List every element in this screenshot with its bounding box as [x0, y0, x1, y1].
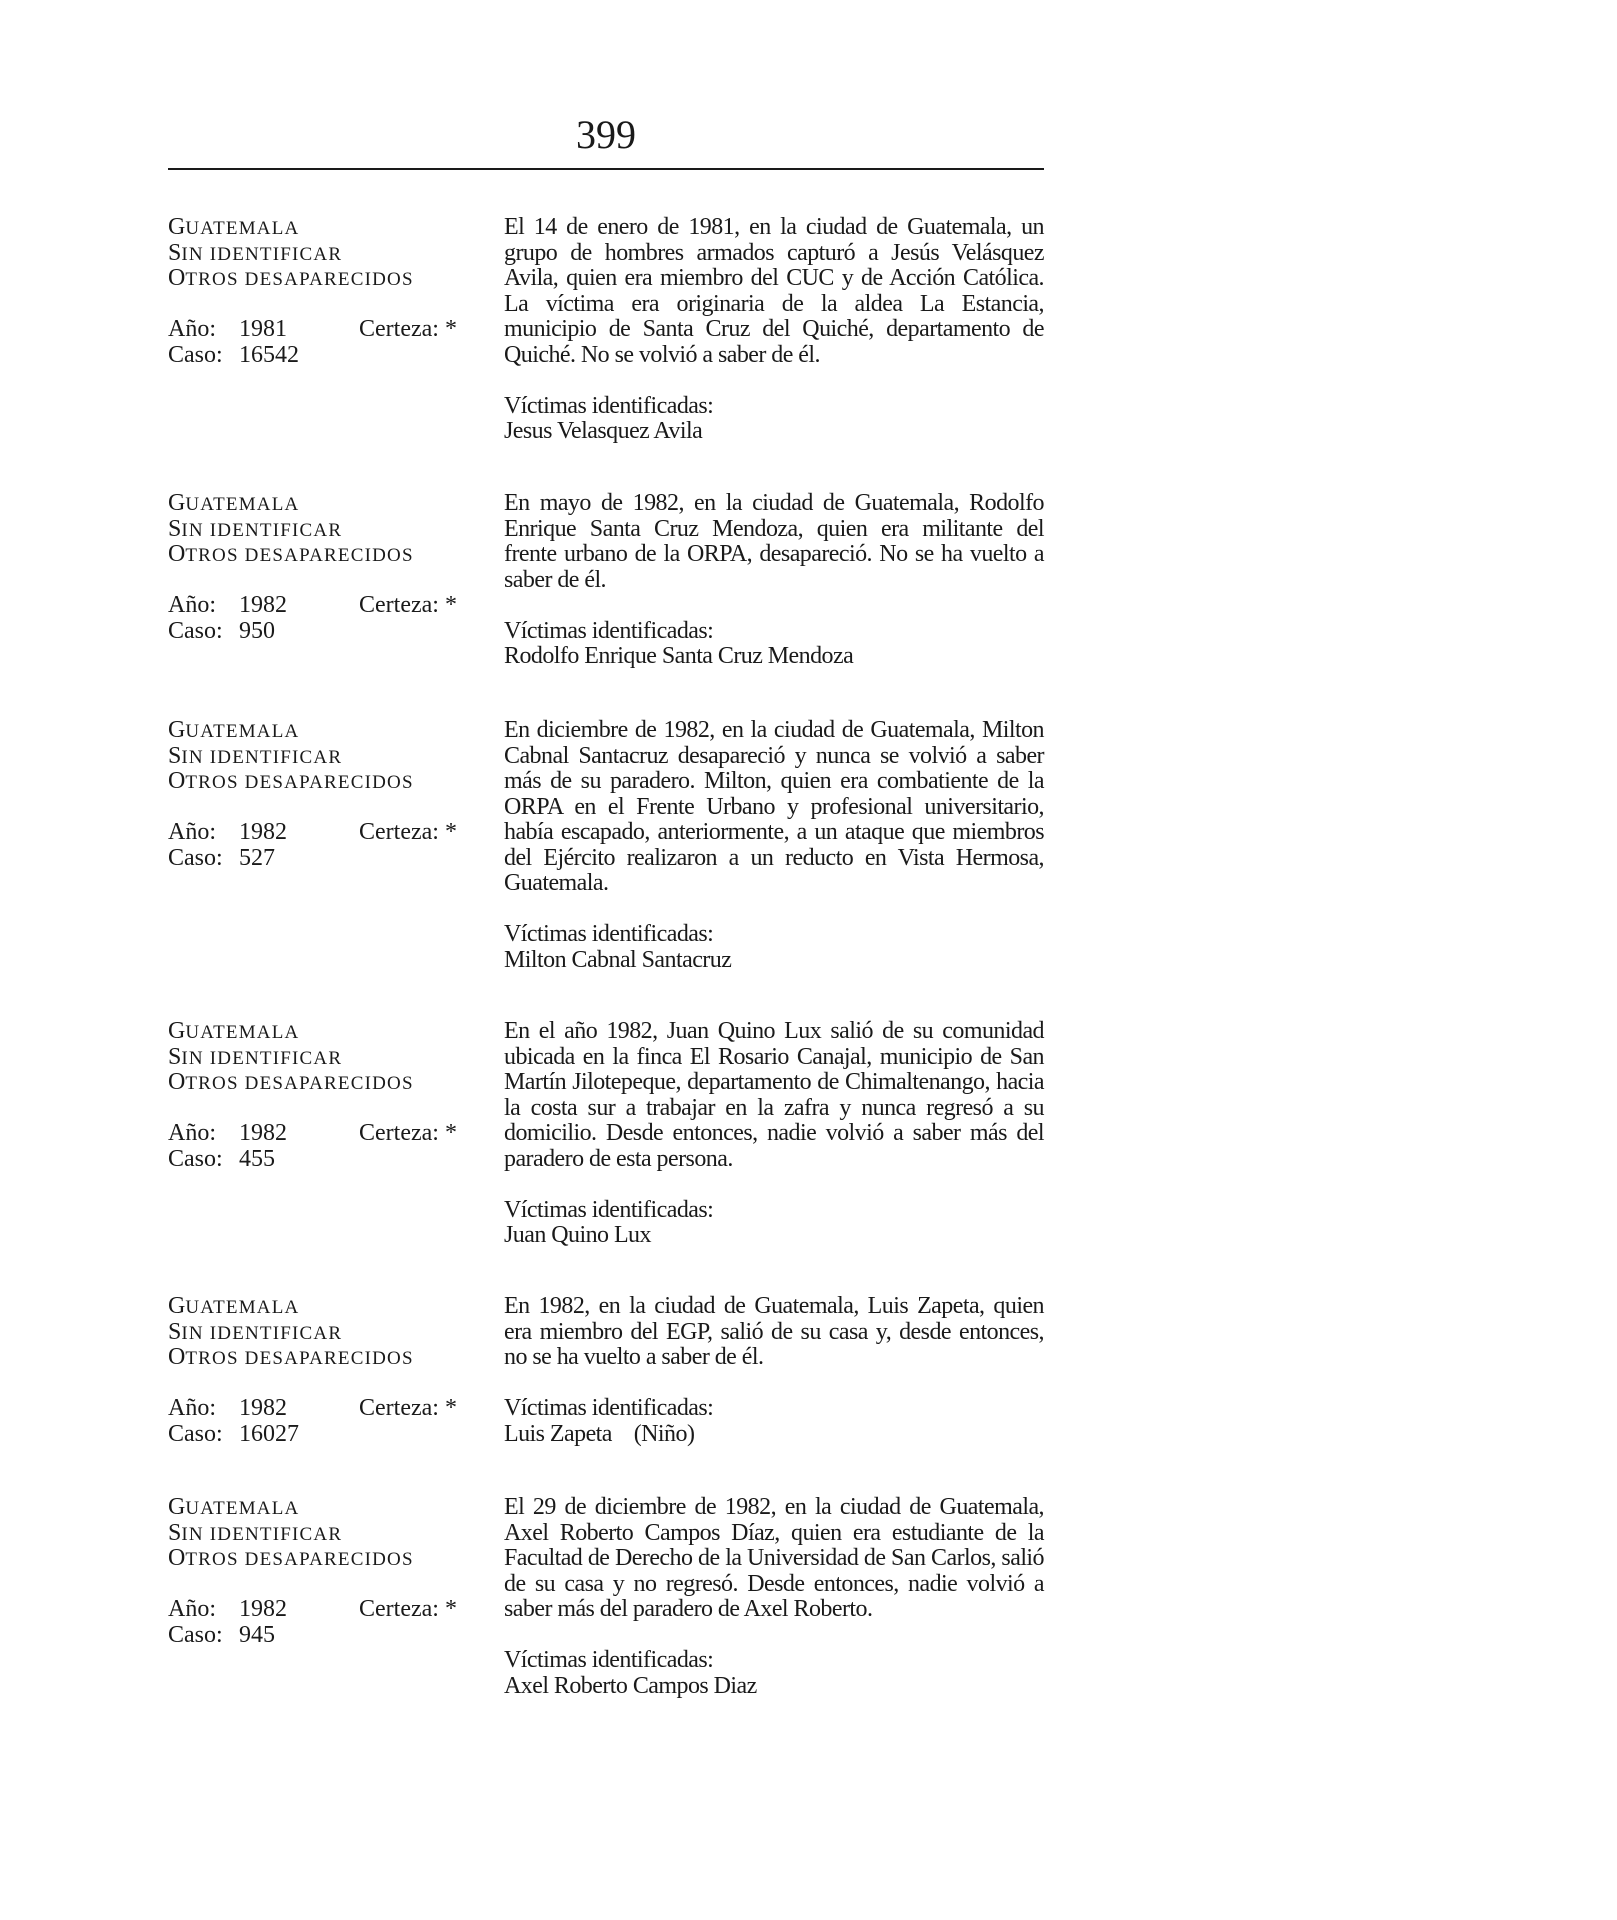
- municipality: [168, 241, 488, 267]
- certainty-label: Certeza:: [359, 1120, 439, 1146]
- case-body: [504, 1294, 1044, 1447]
- year-value: 1982: [239, 1395, 287, 1421]
- victims-heading: Víctimas identificadas:: [504, 617, 714, 644]
- victims-names: Jesus Velasquez Avila: [504, 418, 703, 444]
- municipality-initial: S: [168, 515, 182, 542]
- year-value: 1982: [239, 1596, 287, 1622]
- municipality: [168, 1045, 488, 1071]
- case-body: [504, 1495, 1044, 1699]
- year-row: [168, 593, 488, 619]
- case-body: [504, 1019, 1044, 1249]
- victims-block: [504, 619, 1044, 670]
- certainty-value: *: [444, 1596, 457, 1622]
- violation-type: [168, 1070, 488, 1096]
- victims-heading: Víctimas identificadas:: [504, 921, 714, 947]
- municipality-initial: S: [168, 742, 182, 769]
- year-row: [168, 317, 488, 343]
- victims-heading: Víctimas identificadas:: [504, 1647, 714, 1673]
- year-label: Año:: [168, 1120, 216, 1146]
- department: [168, 215, 488, 241]
- case-row: [168, 1147, 488, 1173]
- year-label: Año:: [168, 316, 216, 342]
- case-label: Caso:: [168, 1621, 223, 1648]
- municipality-rest: IN IDENTIFICAR: [181, 1322, 343, 1344]
- case-body: [504, 718, 1044, 973]
- case-narrative: El 14 de enero de 1981, en la ciudad de Guatemala, un grupo de hombres armados capturó a Jesús Velásquez Avila, quien era miembro del CUC y de Acción Católica. La víctima era originaria de la aldea La Estancia, municipio de Santa Cruz del Quiché, departamento de Quiché. No se volvió a saber de él.: [504, 214, 1044, 368]
- certainty-value: *: [444, 1395, 457, 1421]
- header-rule: [168, 168, 1044, 170]
- victims-heading: Víctimas identificadas:: [504, 392, 714, 419]
- year-value: 1982: [239, 1120, 287, 1146]
- victims-names: Juan Quino Lux: [504, 1222, 651, 1248]
- violation-rest: TROS DESAPARECIDOS: [185, 1348, 414, 1369]
- department: [168, 491, 488, 517]
- violation-type: [168, 266, 488, 292]
- year-label: Año:: [168, 1596, 216, 1622]
- violation-initial: O: [168, 541, 186, 567]
- year-label: Año:: [168, 592, 216, 618]
- violation-rest: TROS DESAPARECIDOS: [185, 1073, 414, 1094]
- violation-initial: O: [168, 265, 186, 291]
- case-narrative: En diciembre de 1982, en la ciudad de Guatemala, Milton Cabnal Santacruz desapareció y nunca se volvió a saber más de su paradero. Milton, quien era combatiente de la ORPA en el Frente Urbano y profesional universitario, había escapado, anteriormente, a un ataque que miembros del Ejército realizaron a un reducto en Vista Hermosa, Guatemala.: [504, 717, 1044, 896]
- case-body: [504, 215, 1044, 445]
- department-rest: UATEMALA: [185, 494, 300, 515]
- year-value: 1982: [239, 819, 287, 845]
- case-narrative: En mayo de 1982, en la ciudad de Guatemala, Rodolfo Enrique Santa Cruz Mendoza, quien era militante del frente urbano de la ORPA, desapareció. No se ha vuelto a saber de él.: [504, 490, 1044, 593]
- violation-rest: TROS DESAPARECIDOS: [185, 269, 414, 290]
- case-value: 950: [239, 617, 275, 644]
- municipality-rest: IN IDENTIFICAR: [181, 1523, 343, 1545]
- violation-initial: O: [168, 768, 186, 794]
- department-initial: G: [168, 214, 186, 240]
- case-row: [168, 846, 488, 872]
- violation-type: [168, 1345, 488, 1371]
- case-metadata: [168, 1294, 488, 1447]
- violation-type: [168, 769, 488, 795]
- year-value: 1982: [239, 592, 287, 618]
- department: [168, 718, 488, 744]
- certainty-value: *: [444, 316, 457, 342]
- violation-type: [168, 1546, 488, 1572]
- municipality: [168, 1521, 488, 1547]
- department: [168, 1294, 488, 1320]
- case-value: 16027: [239, 1420, 299, 1447]
- case-metadata: [168, 718, 488, 871]
- victims-block: [504, 922, 1044, 973]
- certainty-label: Certeza:: [359, 316, 439, 342]
- violation-rest: TROS DESAPARECIDOS: [185, 772, 414, 793]
- municipality-initial: S: [168, 1043, 182, 1070]
- violation-initial: O: [168, 1545, 186, 1571]
- department: [168, 1019, 488, 1045]
- municipality-rest: IN IDENTIFICAR: [181, 519, 343, 541]
- case-value: 455: [239, 1145, 275, 1172]
- victims-names: Rodolfo Enrique Santa Cruz Mendoza: [504, 643, 854, 669]
- year-row: [168, 1121, 488, 1147]
- case-narrative: En 1982, en la ciudad de Guatemala, Luis Zapeta, quien era miembro del EGP, salió de su casa y, desde entonces, no se ha vuelto a saber de él.: [504, 1293, 1044, 1370]
- certainty-label: Certeza:: [359, 819, 439, 845]
- case-label: Caso:: [168, 617, 223, 644]
- case-row: [168, 343, 488, 369]
- certainty-label: Certeza:: [359, 1596, 439, 1622]
- victims-names: Axel Roberto Campos Diaz: [504, 1672, 757, 1699]
- victims-names: Luis Zapeta (Niño): [504, 1420, 695, 1447]
- violation-initial: O: [168, 1069, 186, 1095]
- year-row: [168, 1597, 488, 1623]
- certainty-value: *: [444, 592, 457, 618]
- department: [168, 1495, 488, 1521]
- page-number: 399: [576, 112, 636, 157]
- municipality: [168, 517, 488, 543]
- department-rest: UATEMALA: [185, 1297, 300, 1318]
- municipality-rest: IN IDENTIFICAR: [181, 1047, 343, 1069]
- certainty-value: *: [444, 819, 457, 845]
- year-row: [168, 1396, 488, 1422]
- municipality-rest: IN IDENTIFICAR: [181, 243, 343, 265]
- violation-type: [168, 542, 488, 568]
- case-metadata: [168, 1019, 488, 1172]
- department-initial: G: [168, 1293, 186, 1319]
- department-rest: UATEMALA: [185, 1498, 300, 1519]
- year-label: Año:: [168, 1395, 216, 1421]
- victims-block: [504, 394, 1044, 445]
- municipality: [168, 744, 488, 770]
- municipality-initial: S: [168, 239, 182, 266]
- case-value: 945: [239, 1621, 275, 1648]
- case-label: Caso:: [168, 844, 223, 871]
- case-metadata: [168, 491, 488, 644]
- violation-rest: TROS DESAPARECIDOS: [185, 1549, 414, 1570]
- victims-block: [504, 1396, 1044, 1447]
- case-label: Caso:: [168, 1420, 223, 1447]
- case-metadata: [168, 215, 488, 368]
- victims-names: Milton Cabnal Santacruz: [504, 946, 732, 973]
- case-label: Caso:: [168, 1145, 223, 1172]
- certainty-label: Certeza:: [359, 592, 439, 618]
- victims-heading: Víctimas identificadas:: [504, 1196, 714, 1223]
- certainty-label: Certeza:: [359, 1395, 439, 1421]
- department-rest: UATEMALA: [185, 721, 300, 742]
- victims-block: [504, 1198, 1044, 1249]
- municipality-initial: S: [168, 1318, 182, 1345]
- case-row: [168, 1623, 488, 1649]
- year-row: [168, 820, 488, 846]
- violation-initial: O: [168, 1344, 186, 1370]
- case-narrative: En el año 1982, Juan Quino Lux salió de su comunidad ubicada en la finca El Rosario Canajal, municipio de San Martín Jilotepeque, departamento de Chimaltenango, hacia la costa sur a trabajar en la zafra y nunca regresó a su domicilio. Desde entonces, nadie volvió a saber más del paradero de esta persona.: [504, 1018, 1044, 1172]
- victims-block: [504, 1648, 1044, 1699]
- department-rest: UATEMALA: [185, 1022, 300, 1043]
- municipality-initial: S: [168, 1519, 182, 1546]
- department-initial: G: [168, 1018, 186, 1044]
- municipality-rest: IN IDENTIFICAR: [181, 746, 343, 768]
- case-row: [168, 1422, 488, 1448]
- case-value: 527: [239, 844, 275, 871]
- year-label: Año:: [168, 819, 216, 845]
- department-initial: G: [168, 1494, 186, 1520]
- case-label: Caso:: [168, 341, 223, 368]
- year-value: 1981: [239, 316, 287, 342]
- victims-heading: Víctimas identificadas:: [504, 1395, 714, 1421]
- certainty-value: *: [444, 1120, 457, 1146]
- department-initial: G: [168, 490, 186, 516]
- department-rest: UATEMALA: [185, 218, 300, 239]
- violation-rest: TROS DESAPARECIDOS: [185, 545, 414, 566]
- case-narrative: El 29 de diciembre de 1982, en la ciudad de Guatemala, Axel Roberto Campos Díaz, quien era estudiante de la Facultad de Derecho de la Universidad de San Carlos, salió de su casa y no regresó. Desde entonces, nadie volvió a saber más del paradero de Axel Roberto.: [504, 1494, 1044, 1622]
- case-row: [168, 619, 488, 645]
- case-body: [504, 491, 1044, 670]
- department-initial: G: [168, 717, 186, 743]
- case-metadata: [168, 1495, 488, 1648]
- municipality: [168, 1320, 488, 1346]
- case-value: 16542: [239, 341, 299, 368]
